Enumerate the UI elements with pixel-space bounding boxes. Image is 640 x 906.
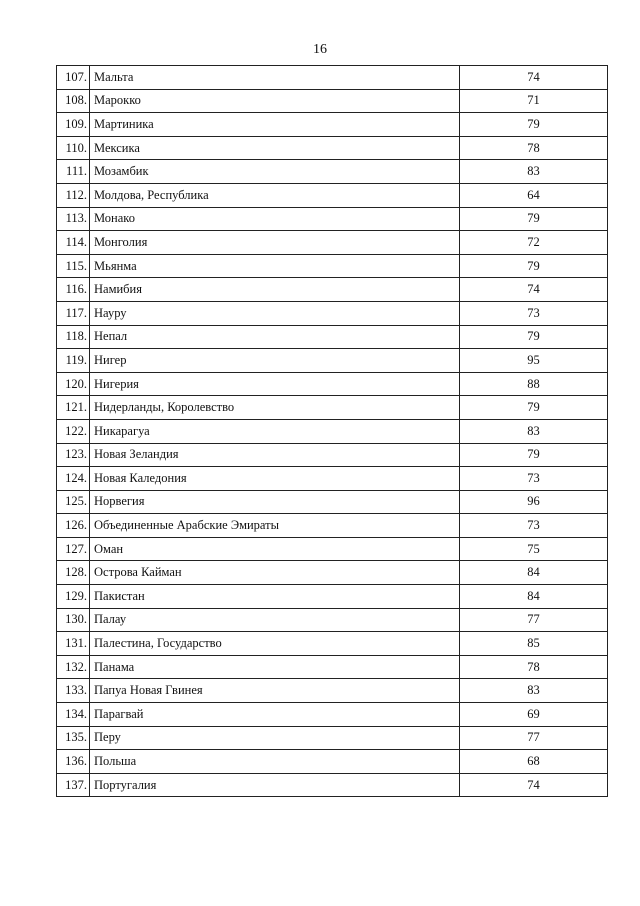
table-row (57, 679, 608, 703)
country-name: Новая Каледония (90, 467, 460, 491)
row-number: 108. (57, 89, 90, 113)
country-name: Папуа Новая Гвинея (90, 679, 460, 703)
table-row (57, 490, 608, 514)
table-row (57, 183, 608, 207)
country-value: 83 (460, 679, 608, 703)
country-value: 79 (460, 396, 608, 420)
row-number: 109. (57, 113, 90, 137)
table-row (57, 325, 608, 349)
country-value: 78 (460, 136, 608, 160)
row-number: 126. (57, 514, 90, 538)
row-number: 137. (57, 773, 90, 797)
table-row (57, 66, 608, 90)
country-name: Оман (90, 537, 460, 561)
row-number: 130. (57, 608, 90, 632)
row-number: 110. (57, 136, 90, 160)
country-name: Португалия (90, 773, 460, 797)
country-name: Нидерланды, Королевство (90, 396, 460, 420)
country-name: Монголия (90, 231, 460, 255)
row-number: 113. (57, 207, 90, 231)
table-row (57, 726, 608, 750)
row-number: 128. (57, 561, 90, 585)
table-row (57, 301, 608, 325)
country-name: Мальта (90, 66, 460, 90)
country-value: 83 (460, 160, 608, 184)
country-name: Пакистан (90, 585, 460, 609)
country-name: Норвегия (90, 490, 460, 514)
country-value: 68 (460, 750, 608, 774)
table-row (57, 467, 608, 491)
table-row (57, 278, 608, 302)
country-name: Мексика (90, 136, 460, 160)
table-row (57, 89, 608, 113)
country-value: 85 (460, 632, 608, 656)
row-number: 114. (57, 231, 90, 255)
table-row (57, 537, 608, 561)
row-number: 124. (57, 467, 90, 491)
row-number: 132. (57, 655, 90, 679)
country-value: 79 (460, 325, 608, 349)
country-name: Науру (90, 301, 460, 325)
country-name: Никарагуа (90, 419, 460, 443)
table-row (57, 419, 608, 443)
country-value: 79 (460, 207, 608, 231)
country-value: 72 (460, 231, 608, 255)
table-row (57, 207, 608, 231)
country-name: Молдова, Республика (90, 183, 460, 207)
country-value: 73 (460, 467, 608, 491)
country-name: Панама (90, 655, 460, 679)
country-name: Непал (90, 325, 460, 349)
row-number: 111. (57, 160, 90, 184)
country-name: Мозамбик (90, 160, 460, 184)
table-row (57, 773, 608, 797)
country-name: Острова Кайман (90, 561, 460, 585)
country-name: Палау (90, 608, 460, 632)
country-value: 73 (460, 514, 608, 538)
row-number: 118. (57, 325, 90, 349)
row-number: 129. (57, 585, 90, 609)
country-name: Мартиника (90, 113, 460, 137)
table-row (57, 113, 608, 137)
row-number: 112. (57, 183, 90, 207)
table-row (57, 136, 608, 160)
country-value: 79 (460, 113, 608, 137)
country-value: 74 (460, 773, 608, 797)
country-name: Палестина, Государство (90, 632, 460, 656)
row-number: 121. (57, 396, 90, 420)
country-value: 84 (460, 585, 608, 609)
row-number: 117. (57, 301, 90, 325)
country-value: 77 (460, 726, 608, 750)
row-number: 122. (57, 419, 90, 443)
country-value: 69 (460, 703, 608, 727)
table-row (57, 703, 608, 727)
country-value: 83 (460, 419, 608, 443)
country-value: 74 (460, 66, 608, 90)
table-row (57, 608, 608, 632)
table-row (57, 561, 608, 585)
country-value: 73 (460, 301, 608, 325)
country-value: 84 (460, 561, 608, 585)
page-number: 16 (313, 42, 327, 57)
country-name: Нигер (90, 349, 460, 373)
row-number: 123. (57, 443, 90, 467)
table-row (57, 632, 608, 656)
country-value: 77 (460, 608, 608, 632)
country-name: Польша (90, 750, 460, 774)
country-table (56, 65, 608, 797)
row-number: 127. (57, 537, 90, 561)
table-row (57, 750, 608, 774)
table-row (57, 349, 608, 373)
table-row (57, 585, 608, 609)
country-name: Мьянма (90, 254, 460, 278)
country-value: 71 (460, 89, 608, 113)
row-number: 119. (57, 349, 90, 373)
country-name: Парагвай (90, 703, 460, 727)
country-value: 75 (460, 537, 608, 561)
table-row (57, 514, 608, 538)
table-body (57, 66, 608, 797)
row-number: 136. (57, 750, 90, 774)
table-row (57, 396, 608, 420)
country-name: Объединенные Арабские Эмираты (90, 514, 460, 538)
table-row (57, 254, 608, 278)
country-name: Перу (90, 726, 460, 750)
country-name: Новая Зеландия (90, 443, 460, 467)
country-value: 96 (460, 490, 608, 514)
country-value: 88 (460, 372, 608, 396)
row-number: 133. (57, 679, 90, 703)
country-value: 95 (460, 349, 608, 373)
table-row (57, 655, 608, 679)
row-number: 120. (57, 372, 90, 396)
table-row (57, 160, 608, 184)
country-name: Монако (90, 207, 460, 231)
table-row (57, 231, 608, 255)
row-number: 115. (57, 254, 90, 278)
row-number: 134. (57, 703, 90, 727)
country-value: 79 (460, 443, 608, 467)
country-value: 64 (460, 183, 608, 207)
table-row (57, 443, 608, 467)
country-value: 79 (460, 254, 608, 278)
row-number: 131. (57, 632, 90, 656)
country-name: Нигерия (90, 372, 460, 396)
country-name: Марокко (90, 89, 460, 113)
row-number: 107. (57, 66, 90, 90)
row-number: 125. (57, 490, 90, 514)
country-name: Намибия (90, 278, 460, 302)
row-number: 135. (57, 726, 90, 750)
table-row (57, 372, 608, 396)
country-value: 78 (460, 655, 608, 679)
country-value: 74 (460, 278, 608, 302)
row-number: 116. (57, 278, 90, 302)
